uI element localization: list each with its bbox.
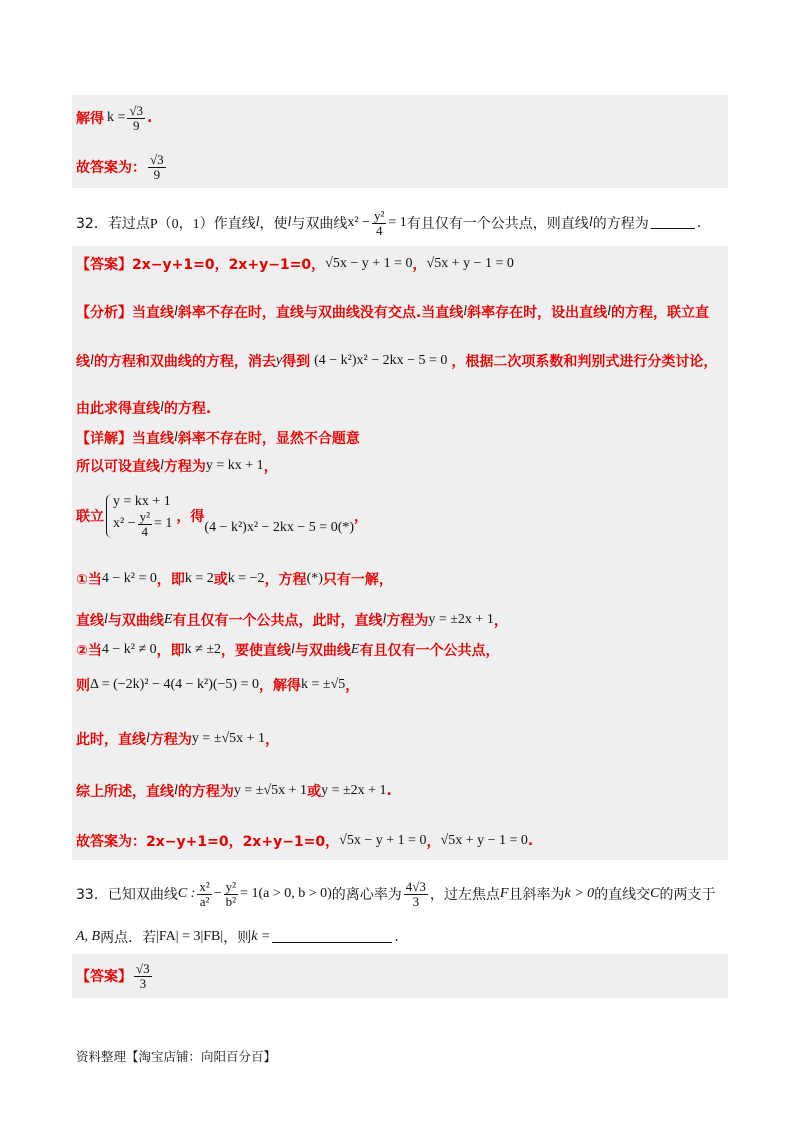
answer-fraction: $\frac{√3}{9}$	[150, 151, 164, 182]
q32-detail-line2: 所以可设直线 l 方程为 y = kx + 1 ，	[76, 458, 278, 475]
prev-answer-line: 故答案为： $\frac{√3}{9}$	[76, 151, 164, 182]
question-33-line1: 33． 已知双曲线 C : $\frac{\text{x²}}{\text{a²}}$ − $\frac{\text{y²}}{\text{b²}}$ = 1(a > 0, b > 0) 的离心率为 $\frac{4√3}{3}$ ，过左焦点 F 且斜率为 k > 0 的直线交 C 的两支于	[76, 878, 716, 909]
prev-solution-block	[72, 95, 728, 188]
q33-answer-line: 【答案】 $\frac{√3}{3}$	[76, 960, 150, 991]
footer-text: 资料整理【淘宝店铺：向阳百分百】	[76, 1049, 277, 1064]
solve-fraction: $\frac{√3}{9}$	[129, 102, 144, 133]
q32-case3-line: 此时，直线 l 方程为 y = ±√5x + 1 ，	[76, 731, 280, 748]
prev-solve-line: 解得 k = $\frac{√3}{9}$ .	[76, 102, 153, 133]
q32-system-line: 联立 y = kx + 1 x² − $\frac{\text{y²}}{4}$ = 1 ，得 (4 − k²)x² − 2kx − 5 = 0(*) ，	[76, 493, 369, 539]
q33-answer-fraction: $\frac{√3}{3}$	[136, 960, 150, 991]
q33-answer-block	[72, 954, 728, 998]
q32-detail-line1: 【详解】当直线 l 斜率不存在时，显然不合题意	[76, 430, 360, 447]
q32-analysis-line1: 【分析】当直线 l 斜率不存在时，直线与双曲线没有交点.当直线 l 斜率存在时，设出直线 l 的方程，联立直	[76, 304, 709, 321]
answer-blank	[651, 217, 695, 229]
question-32: 32． 若过点 P（0，1） 作直线 l ，使 l 与双曲线 x² − $\frac{\text{y²}}{4}$ = 1 有且仅有一个公共点，则直线 l 的方程为 .	[76, 207, 702, 238]
q32-case1-line: ①当 4 − k² = 0 ，即 k = 2 或 k = −2 ，方程 (*) 只有一解，	[76, 571, 393, 588]
q32-answer-line: 【答案】 2x−y+1=0，2x+y−1=0， √5x − y + 1 = 0 ， √5x + y − 1 = 0	[76, 256, 514, 273]
q32-case2-line: ②当 4 − k² ≠ 0 ，即 k ≠ ±2 ，要使直线 l 与双曲线 E 有且仅有一个公共点，	[76, 642, 500, 659]
q32-analysis-line2: 线 l 的方程和双曲线的方程，消去 y 得到 (4 − k²)x² − 2kx − 5 = 0 ，根据二次项系数和判别式进行分类讨论，	[76, 353, 718, 370]
question-33-line2: A, B 两点．若 |FA| = 3|FB| ，则 k = .	[76, 929, 399, 946]
q32-case2b-line: 则 Δ = (−2k)² − 4(4 − k²)(−5) = 0 ，解得 k = ±√5 ，	[76, 677, 360, 694]
q32-analysis-line3: 由此求得直线 l 的方程.	[76, 400, 212, 417]
equation-system: y = kx + 1 x² − $\frac{\text{y²}}{4}$ = 1	[106, 494, 172, 538]
answer-blank	[272, 931, 392, 943]
q32-final-line: 故答案为： 2x−y+1=0，2x+y−1=0， √5x − y + 1 = 0 ， √5x + y − 1 = 0 .	[76, 833, 534, 850]
q32-summary-line: 综上所述，直线 l 的方程为 y = ±√5x + 1 或 y = ±2x + 1 .	[76, 783, 392, 800]
q32-case1b-line: 直线 l 与双曲线 E 有且仅有一个公共点，此时，直线 l 方程为 y = ±2x + 1 ，	[76, 612, 508, 629]
q32-solution-block	[72, 246, 728, 860]
